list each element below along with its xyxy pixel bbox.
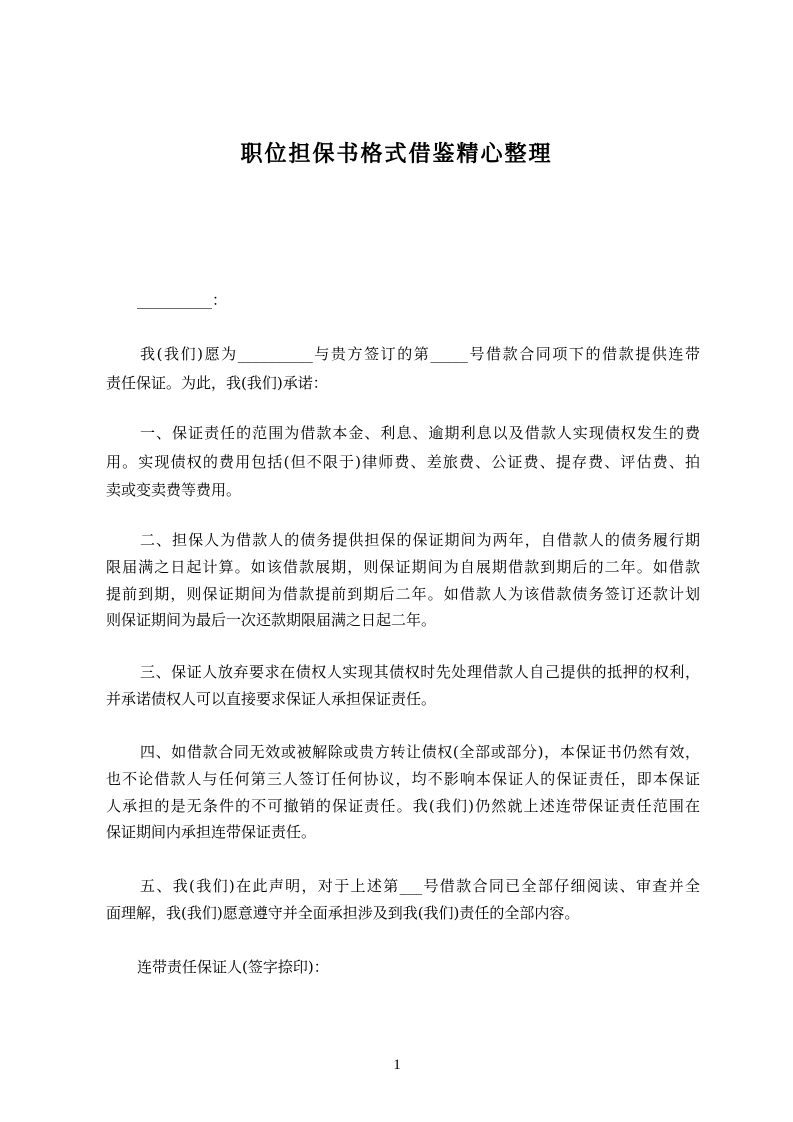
paragraph-line: 责任保证。为此，我(我们)承诺：: [106, 374, 328, 392]
paragraph-line: 提前到期，则保证期间为借款提前到期后二年。如借款人为该借款债务签订还款计划: [106, 585, 700, 603]
page-number: 1: [393, 1057, 401, 1073]
paragraph-line: 卖或变卖费等费用。: [106, 481, 242, 499]
paragraph-line: 三、保证人放弃要求在债权人实现其债权时先处理借款人自己提供的抵押的权利，: [140, 663, 700, 681]
paragraph-line: 人承担的是无条件的不可撤销的保证责任。我(我们)仍然就上述连带保证责任范围在: [106, 797, 700, 815]
paragraph-line: 则保证期间为最后一次还款期限届满之日起二年。: [106, 611, 437, 629]
paragraph-line: 限届满之日起计算。如该借款展期，则保证期间为自展期借款到期后的二年。如借款: [106, 558, 700, 576]
paragraph-line: 一、保证责任的范围为借款本金、利息、逾期利息以及借款人实现债权发生的费: [140, 424, 700, 442]
paragraph-line: 用。实现债权的费用包括(但不限于)律师费、差旅费、公证费、提存费、评估费、拍: [106, 453, 700, 471]
paragraph-line: 也不论借款人与任何第三人签订任何协议，均不影响本保证人的保证责任，即本保证: [106, 770, 700, 788]
paragraph-line: 面理解，我(我们)愿意遵守并全面承担涉及到我(我们)责任的全部内容。: [106, 904, 580, 922]
paragraph-line: 保证期间内承担连带保证责任。: [106, 823, 317, 841]
salutation-blank: __________：: [137, 291, 228, 309]
paragraph-line: 并承诺债权人可以直接要求保证人承担保证责任。: [106, 690, 437, 708]
paragraph-line: 我(我们)愿为__________与贵方签订的第_____号借款合同项下的借款提供连带: [140, 345, 700, 363]
paragraph-line: 二、担保人为借款人的债务提供担保的保证期间为两年，自借款人的债务履行期: [140, 531, 700, 549]
paragraph-line: 四、如借款合同无效或被解除或贵方转让债权(全部或部分)，本保证书仍然有效，: [140, 743, 700, 761]
guarantor-signature-label: 连带责任保证人(签字捺印)：: [137, 958, 329, 976]
paragraph-line: 五、我(我们)在此声明，对于上述第___号借款合同已全部仔细阅读、审查并全: [140, 877, 700, 895]
document-title: 职位担保书格式借鉴精心整理: [240, 142, 553, 167]
